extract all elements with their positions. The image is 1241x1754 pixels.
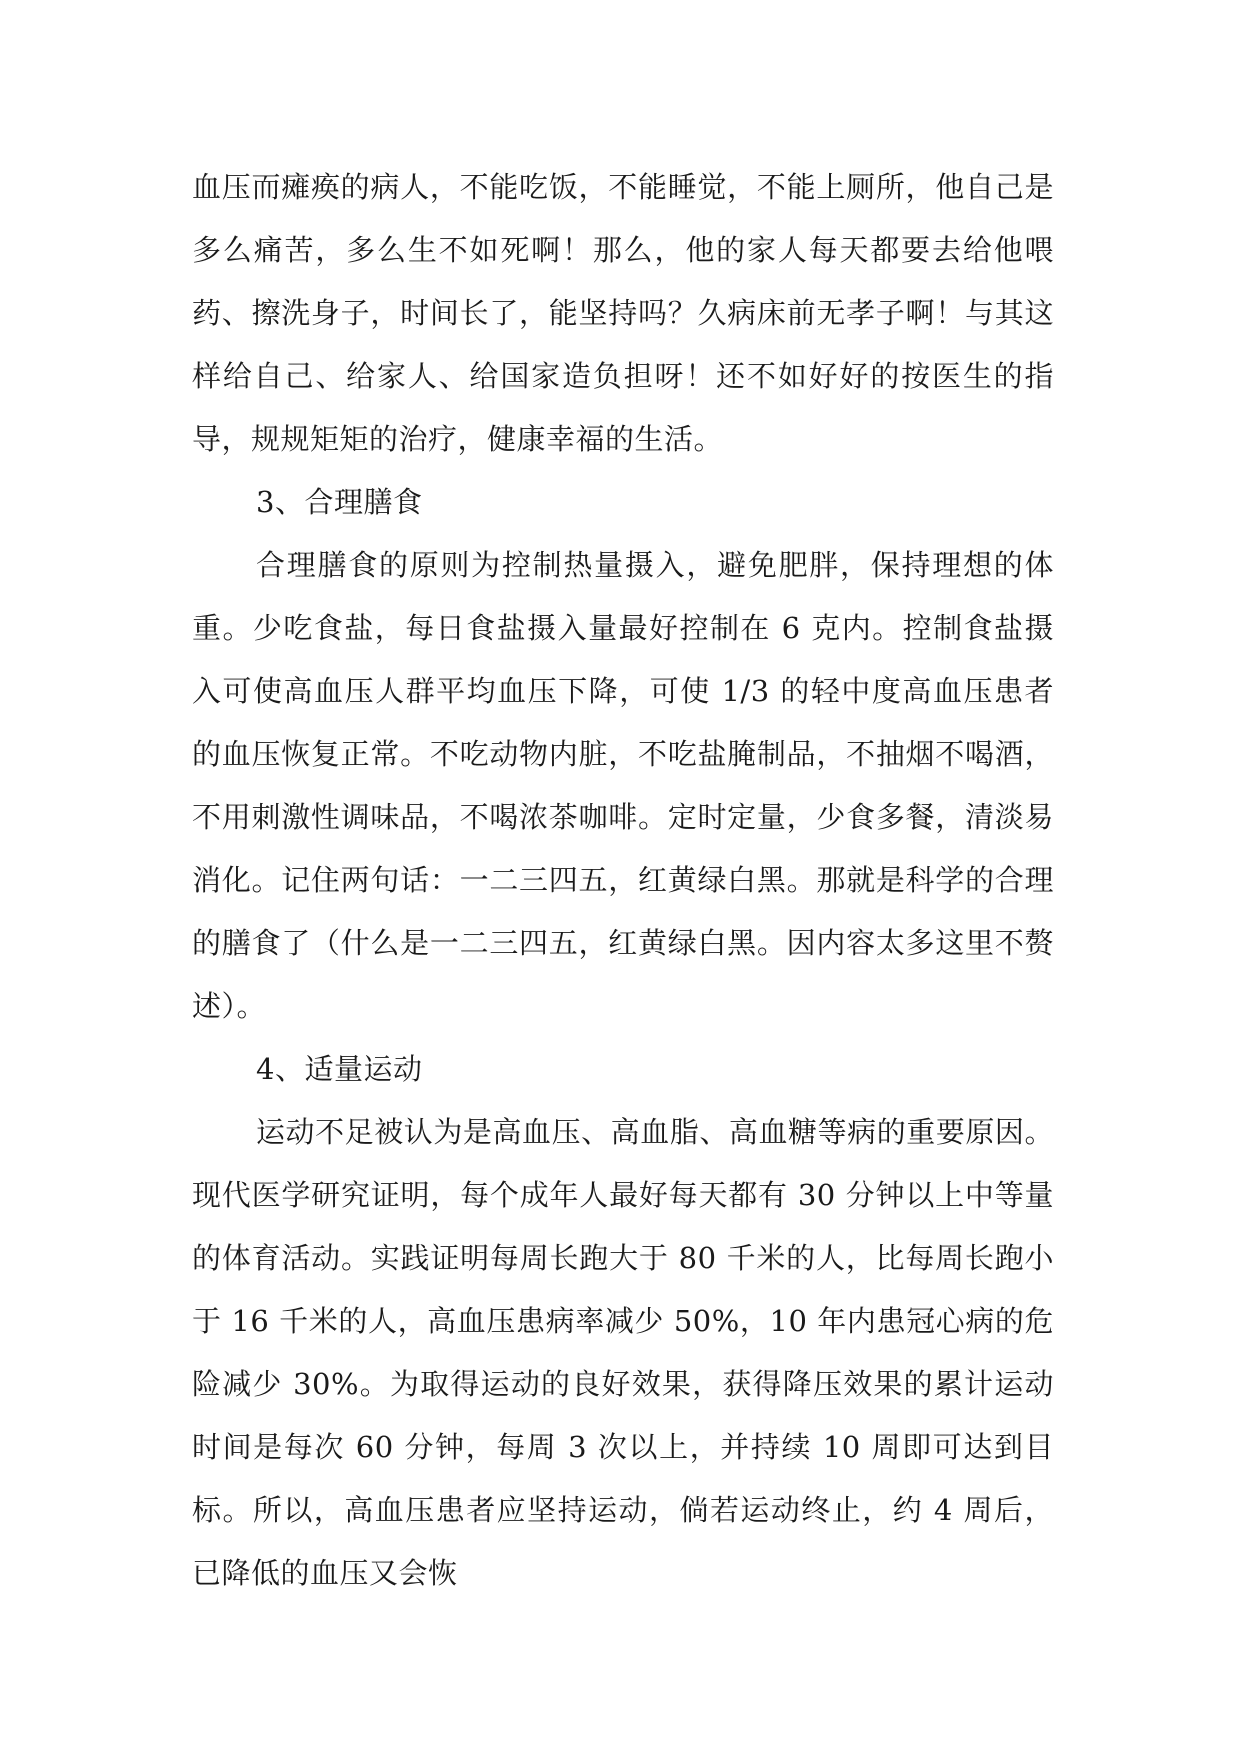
paragraph-exercise: 运动不足被认为是高血压、高血脂、高血糖等病的重要原因。现代医学研究证明，每个成年人最好每天都有 30 分钟以上中等量的体育活动。实践证明每周长跑大于 80 千米的人，比每周长跑小于 16 千米的人，高血压患病率减少 50%，10 年内患冠心病的危险减少 30%。为取得运动的良好效果，获得降压效果的累计运动时间是每次 60 分钟，每周 3 次以上，并持续 10 周即可达到目标。所以，高血压患者应坚持运动，倘若运动终止，约 4 周后，已降低的血压又会恢 bbox=[192, 1115, 1054, 1590]
body-text-column bbox=[192, 156, 1054, 1605]
paragraph-continuation: 血压而瘫痪的病人，不能吃饭，不能睡觉，不能上厕所，他自己是多么痛苦，多么生不如死啊！那么，他的家人每天都要去给他喂药、擦洗身子，时间长了，能坚持吗？久病床前无孝子啊！与其这样给自己、给家人、给国家造负担呀！还不如好好的按医生的指导，规规矩矩的治疗，健康幸福的生活。 bbox=[192, 170, 1054, 456]
section-heading-exercise: 4、适量运动 bbox=[256, 1052, 423, 1086]
paragraph-diet: 合理膳食的原则为控制热量摄入，避免肥胖，保持理想的体重。少吃食盐，每日食盐摄入量最好控制在 6 克内。控制食盐摄入可使高血压人群平均血压下降，可使 1/3 的轻中度高血压患者的血压恢复正常。不吃动物内脏，不吃盐腌制品，不抽烟不喝酒，不用刺激性调味品，不喝浓茶咖啡。定时定量，少食多餐，清淡易消化。记住两句话：一二三四五，红黄绿白黑。那就是科学的合理的膳食了（什么是一二三四五，红黄绿白黑。因内容太多这里不赘述）。 bbox=[192, 548, 1054, 1023]
section-heading-diet: 3、合理膳食 bbox=[256, 485, 423, 519]
